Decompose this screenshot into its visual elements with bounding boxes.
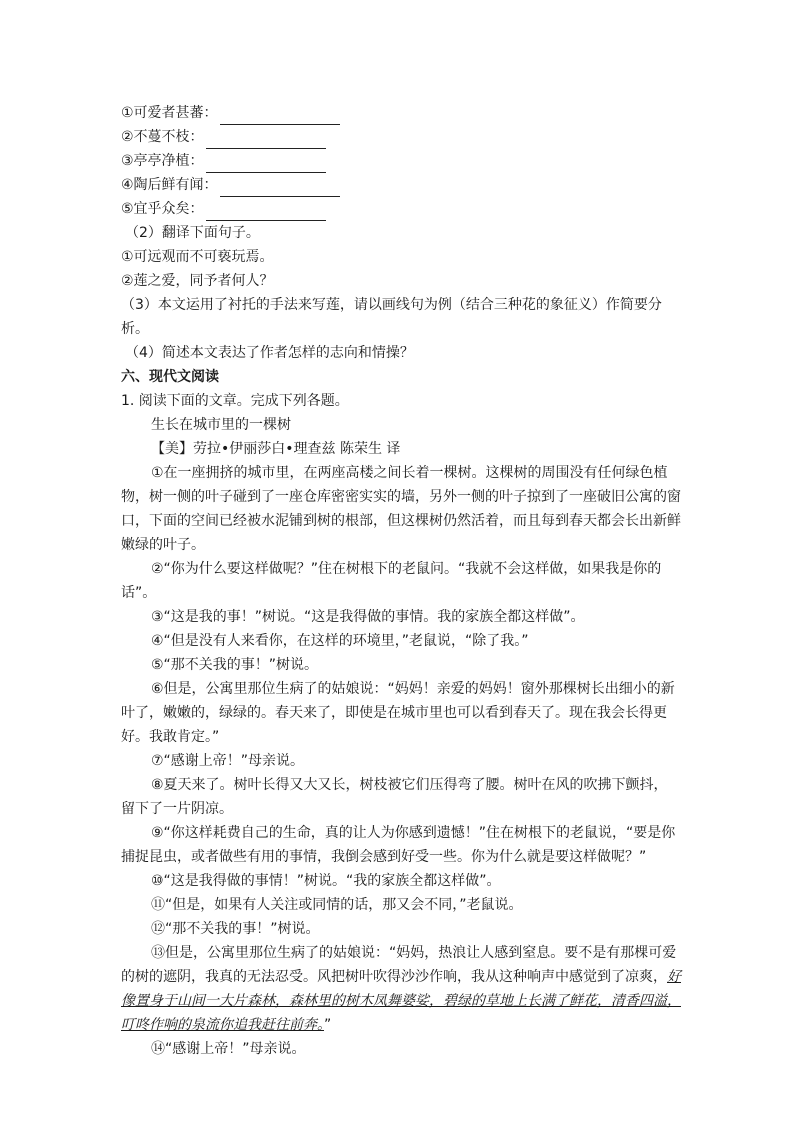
paragraph-5: ⑤“那不关我的事！”树说。: [151, 657, 319, 673]
paragraph-6: ⑥但是，公寓里那位生病了的姑娘说：“妈妈！亲爱的妈妈！窗外那棵树长出细小的新叶了，嫩嫩的，绿绿的。春天来了，即使是在城市里也可以看到春天了。现在我会长得更好。我敢肯定。”: [121, 681, 675, 745]
vocab-label: ⑤宜乎众矣：: [121, 201, 204, 217]
article-author: 【美】劳拉•伊丽莎白•理查兹 陈荣生 译: [151, 441, 401, 457]
vocab-label: ③亭亭净植：: [121, 153, 204, 169]
vocab-label: ②不蔓不枝：: [121, 129, 204, 145]
section-heading: 六、现代文阅读: [121, 369, 219, 385]
q2-item-1: ①可远观而不可亵玩焉。: [121, 249, 274, 265]
question-4: （4）简述本文表达了作者怎样的志向和情操？: [125, 345, 414, 361]
answer-blank[interactable]: [206, 132, 326, 149]
vocab-question-1: [121, 101, 681, 125]
document-content: [121, 101, 681, 1061]
vocab-question-2: [121, 125, 681, 149]
paragraph-3: ③“这是我的事！”树说。“这是我得做的事情。我的家族全都这样做”。: [151, 609, 585, 625]
vocab-question-4: [121, 173, 681, 197]
vocab-question-5: [121, 197, 681, 221]
answer-blank[interactable]: [206, 156, 326, 173]
paragraph-13: [121, 941, 681, 1037]
paragraph-4: ④“但是没有人来看你，在这样的环境里，”老鼠说，“除了我。”: [151, 633, 529, 649]
answer-blank[interactable]: [220, 180, 340, 197]
paragraph-10: ⑩“这是我得做的事情！”树说。“我的家族全都这样做”。: [151, 873, 501, 889]
question-2: （2）翻译下面句子。: [125, 225, 260, 241]
answer-blank[interactable]: [220, 108, 340, 125]
paragraph-11: ⑪“但是，如果有人关注或同情的话，那又会不同，”老鼠说。: [151, 897, 523, 913]
instruction: 1. 阅读下面的文章。完成下列各题。: [121, 393, 349, 409]
paragraph-13-start: ⑬但是，公寓里那位生病了的姑娘说：“妈妈，热浪让人感到窒息。要不是有那棵可爱的树的遮阴，我真的无法忍受。风把树叶吹得沙沙作响，我从这种响声中感觉到了凉爽，: [121, 945, 677, 985]
vocab-question-3: [121, 149, 681, 173]
paragraph-7: ⑦“感谢上帝！”母亲说。: [151, 753, 305, 769]
paragraph-9: ⑨“你这样耗费自己的生命，真的让人为你感到遗憾！”住在树根下的老鼠说，“要是你捕捉昆虫，或者做些有用的事情，我倒会感到好受一些。你为什么就是要这样做呢？”: [121, 825, 676, 865]
paragraph-13-end: ”: [324, 1017, 332, 1033]
vocab-label: ①可爱者甚蕃：: [121, 105, 218, 121]
answer-blank[interactable]: [206, 204, 326, 221]
article-title: 生长在城市里的一棵树: [151, 417, 291, 433]
paragraph-12: ⑫“那不关我的事！”树说。: [151, 921, 320, 937]
paragraph-2: ②“你为什么要这样做呢？”住在树根下的老鼠问。“我就不会这样做，如果我是你的话”。: [121, 561, 662, 601]
vocab-label: ④陶后鲜有闻：: [121, 177, 218, 193]
question-3: （3）本文运用了衬托的手法来写莲，请以画线句为例（结合三种花的象征义）作简要分析。: [121, 297, 662, 337]
paragraph-14: ⑭“感谢上帝！”母亲说。: [151, 1041, 306, 1057]
paragraph-1: ①在一座拥挤的城市里，在两座高楼之间长着一棵树。这棵树的周围没有任何绿色植物，树一侧的叶子碰到了一座仓库密密实实的墙，另外一侧的叶子掠到了一座破旧公寓的窗口，下面的空间已经被水泥铺到树的根部，但这棵树仍然活着，而且每到春天都会长出新鲜嫩绿的叶子。: [121, 465, 681, 553]
underlined-sentence: 好像置身于山间一大片森林，森林里的树木凤舞婆娑，碧绿的草地上长满了鲜花，清香四溢，叮咚作响的泉流你追我赶往前奔。: [121, 969, 681, 1033]
paragraph-8: ⑧夏天来了。树叶长得又大又长，树枝被它们压得弯了腰。树叶在风的吹拂下颤抖，留下了一片阴凉。: [121, 777, 668, 817]
q2-item-2: ②莲之爱，同予者何人？: [121, 273, 274, 289]
